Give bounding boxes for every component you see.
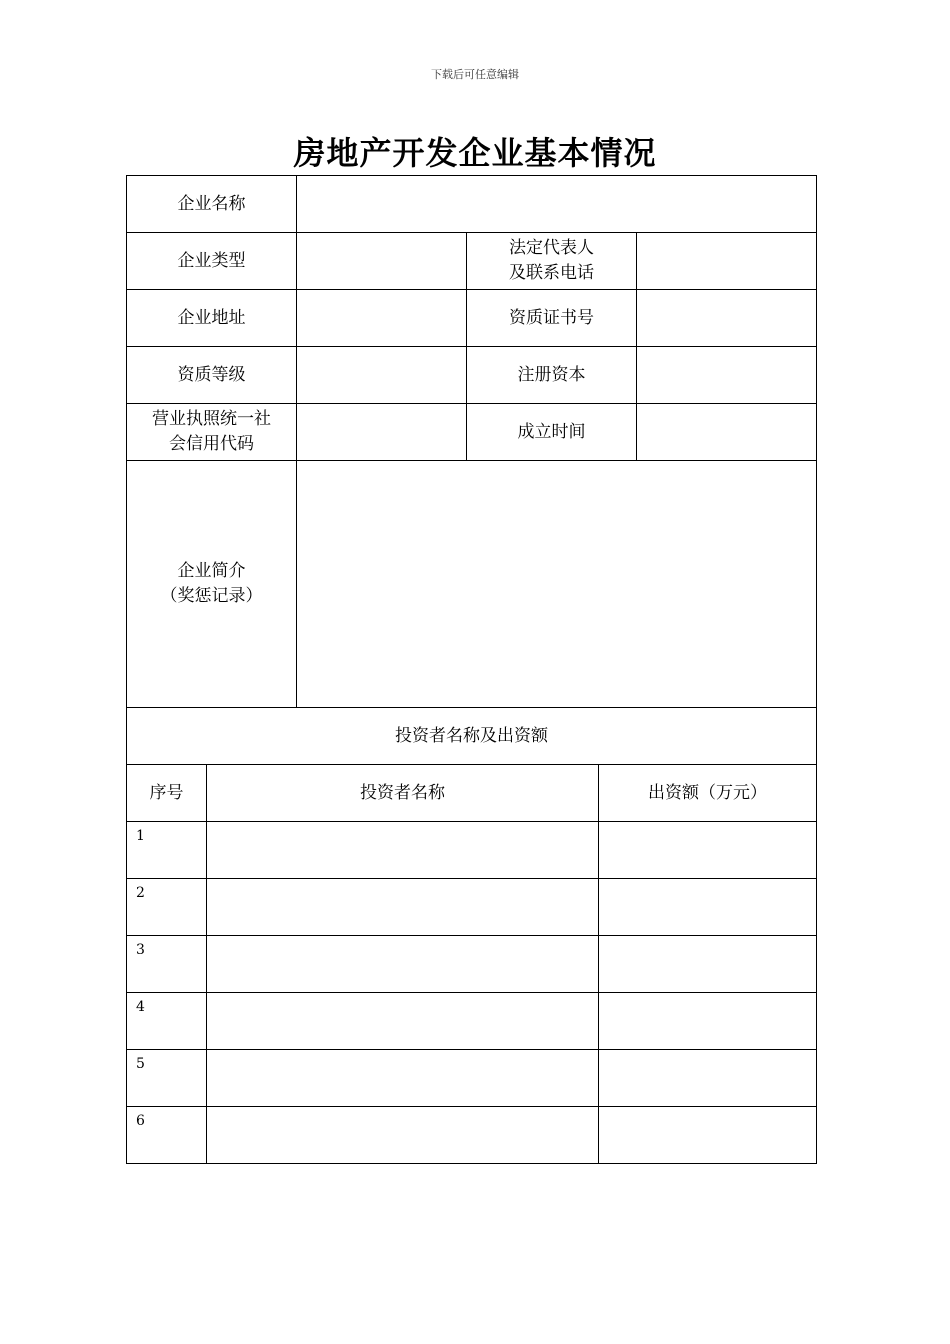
investor-name-field[interactable]	[207, 1107, 599, 1164]
investor-name-field[interactable]	[207, 993, 599, 1050]
registered-capital-label: 注册资本	[467, 347, 637, 404]
table-row	[127, 822, 817, 879]
row-address	[127, 290, 817, 347]
row-index: 3	[127, 936, 207, 993]
legal-rep-label-line2: 及联系电话	[509, 263, 594, 283]
established-label: 成立时间	[467, 404, 637, 461]
column-header-index: 序号	[127, 765, 207, 822]
row-index: 6	[127, 1107, 207, 1164]
row-qualification-level	[127, 347, 817, 404]
company-type-field[interactable]	[297, 233, 467, 290]
row-investor-section-title	[127, 708, 817, 765]
investment-amount-field[interactable]	[599, 1107, 817, 1164]
qualification-level-field[interactable]	[297, 347, 467, 404]
investment-amount-field[interactable]	[599, 879, 817, 936]
credit-code-field[interactable]	[297, 404, 467, 461]
address-label: 企业地址	[127, 290, 297, 347]
profile-label-line1: 企业简介	[177, 561, 246, 581]
row-index: 2	[127, 879, 207, 936]
row-index: 5	[127, 1050, 207, 1107]
established-field[interactable]	[637, 404, 817, 461]
legal-rep-label-line1: 法定代表人	[509, 238, 594, 258]
legal-rep-field[interactable]	[637, 233, 817, 290]
profile-field[interactable]	[297, 461, 817, 708]
header-note: 下载后可任意编辑	[431, 68, 519, 81]
address-field[interactable]	[297, 290, 467, 347]
column-header-investor-name: 投资者名称	[207, 765, 599, 822]
row-company-type	[127, 233, 817, 290]
row-index: 1	[127, 822, 207, 879]
investment-amount-field[interactable]	[599, 1050, 817, 1107]
investor-name-field[interactable]	[207, 1050, 599, 1107]
qualification-level-label: 资质等级	[127, 347, 297, 404]
investor-table-header	[127, 765, 817, 822]
table-row	[127, 1050, 817, 1107]
company-info-form	[126, 175, 817, 1164]
legal-rep-label	[467, 233, 637, 290]
table-row	[127, 993, 817, 1050]
investment-amount-field[interactable]	[599, 936, 817, 993]
column-header-amount: 出资额（万元）	[599, 765, 817, 822]
row-profile	[127, 461, 817, 708]
row-credit-code	[127, 404, 817, 461]
investor-section-title: 投资者名称及出资额	[127, 708, 817, 765]
qualification-cert-label: 资质证书号	[467, 290, 637, 347]
credit-code-label	[127, 404, 297, 461]
credit-code-label-line2: 会信用代码	[169, 434, 254, 454]
credit-code-label-line1: 营业执照统一社	[152, 409, 271, 429]
qualification-cert-field[interactable]	[637, 290, 817, 347]
investor-name-field[interactable]	[207, 822, 599, 879]
investor-name-field[interactable]	[207, 879, 599, 936]
investment-amount-field[interactable]	[599, 822, 817, 879]
registered-capital-field[interactable]	[637, 347, 817, 404]
page-title: 房地产开发企业基本情况	[293, 134, 657, 172]
row-index: 4	[127, 993, 207, 1050]
row-company-name	[127, 176, 817, 233]
company-type-label: 企业类型	[127, 233, 297, 290]
investment-amount-field[interactable]	[599, 993, 817, 1050]
table-row	[127, 936, 817, 993]
investor-name-field[interactable]	[207, 936, 599, 993]
company-name-label: 企业名称	[127, 176, 297, 233]
profile-label-line2: （奖惩记录）	[160, 586, 263, 606]
table-row	[127, 879, 817, 936]
table-row	[127, 1107, 817, 1164]
company-name-field[interactable]	[297, 176, 817, 233]
profile-label	[127, 461, 297, 708]
